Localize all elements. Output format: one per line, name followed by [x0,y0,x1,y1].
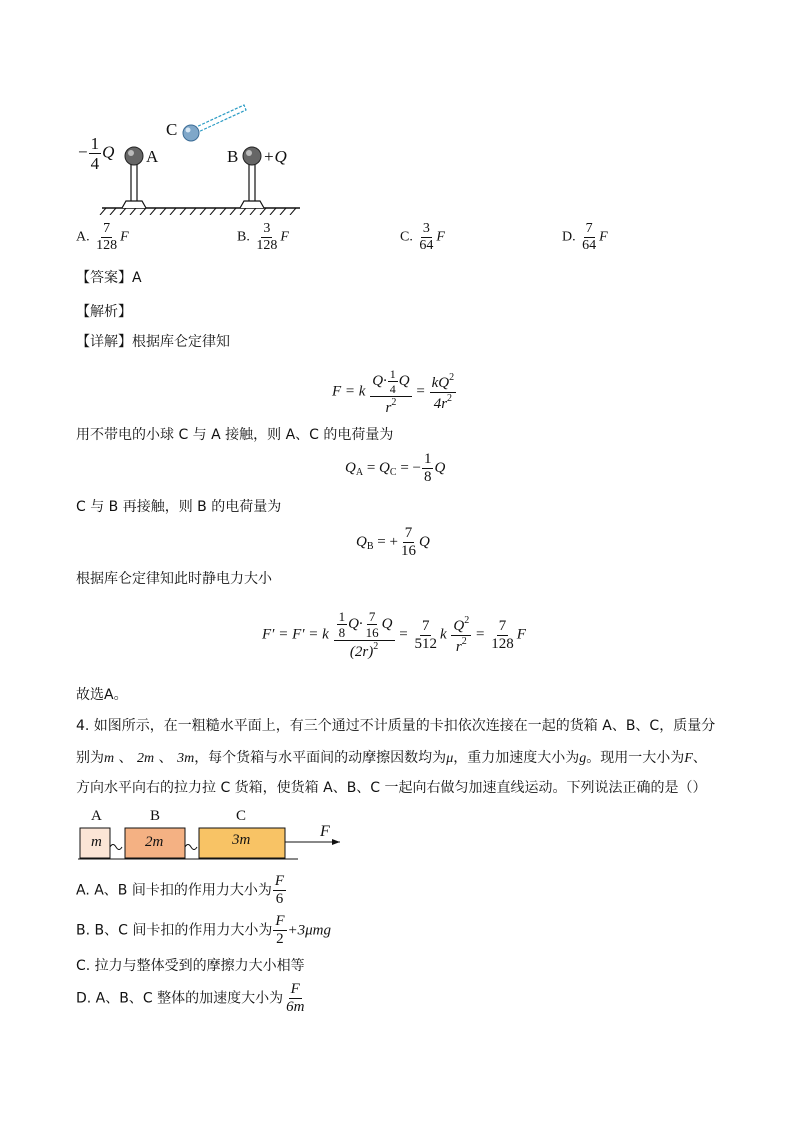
force-label: F [320,823,330,840]
q4-stem-line1: 4. 如图所示，在一粗糙水平面上，有三个通过不计质量的卡扣依次连接在一起的货箱 A、B、C，质量分 [76,718,716,734]
equation-new-force: F′ = F′ = k $\frac{1}{8}$ Q· $\frac{7}{16}$ Q $(2r)^2$ = $\frac{7}{512}$ k $\frac{Q^2}{r^2}$ = $\frac{7}{128}$ F [262,609,526,660]
equation-coulomb: F = k Q· $\frac{1}{4}$ Q $r^2$ = $\frac{kQ^2}{4r^2}$ [332,367,455,416]
text-contact-cb: C 与 B 再接触，则 B 的电荷量为 [76,499,282,515]
text-contact-ac: 用不带电的小球 C 与 A 接触，则 A、C 的电荷量为 [76,427,394,443]
sphere-b-label: B [227,147,239,166]
q4-option-b[interactable]: B. B、C 间卡扣的作用力大小为 $\frac{F}{2}$ +3μmg [76,913,331,947]
sphere-c-label: C [166,120,178,139]
box-b-mass: 2m [145,834,164,850]
q4-stem-line3: 方向水平向右的拉力拉 C 货箱，使货箱 A、B、C 一起向右做匀加速直线运动。下列说法正确的是（） [76,780,707,796]
boxes-diagram [78,825,348,865]
q4-stem-line2: 别为m 、 2m 、 3m，每个货箱与水平面间的动摩擦因数均为μ，重力加速度大小为g。现用一大小为F、 [76,750,707,766]
charge-a-den: 4 [90,154,100,173]
q3-option-d[interactable]: D. $\frac{7}{64}$ F [562,221,608,253]
sphere-a-label: A [146,147,159,166]
q4-option-a[interactable]: A. A、B 间卡扣的作用力大小为 $\frac{F}{6}$ [76,873,285,907]
detail-line: 【详解】根据库仑定律知 [76,334,230,350]
box-a-label: A [91,808,102,824]
sphere-a-charge: − $\frac{1}{4}$ Q [78,134,115,173]
q4-option-c[interactable]: C. 拉力与整体受到的摩擦力大小相等 [76,958,305,974]
box-c-label: C [236,808,247,824]
box-a-mass: m [91,834,102,850]
box-b-label: B [150,808,161,824]
sphere-b-charge: +Q [263,147,287,166]
force-arrowhead [332,839,340,845]
q3-option-a[interactable]: A. $\frac{7}{128}$ F [76,221,129,253]
charge-a-num: 1 [90,134,100,153]
equation-qa-qc: $Q_A = Q_C$ = − $\frac{1}{8}$ Q [345,451,446,485]
analysis-label: 【解析】 [76,304,132,320]
conclusion-line: 故选A。 [76,687,128,703]
answer-line: 【答案】A [76,270,142,286]
q3-option-b[interactable]: B. $\frac{3}{128}$ F [237,221,289,253]
q4-option-d[interactable]: D. A、B、C 整体的加速度大小为 $\frac{F}{6m}$ [76,981,305,1015]
text-new-force: 根据库仑定律知此时静电力大小 [76,571,272,587]
equation-qb: $Q_B$ = + $\frac{7}{16}$ Q [356,525,430,559]
q3-option-c[interactable]: C. $\frac{3}{64}$ F [400,221,445,253]
box-c-mass: 3m [232,832,251,848]
